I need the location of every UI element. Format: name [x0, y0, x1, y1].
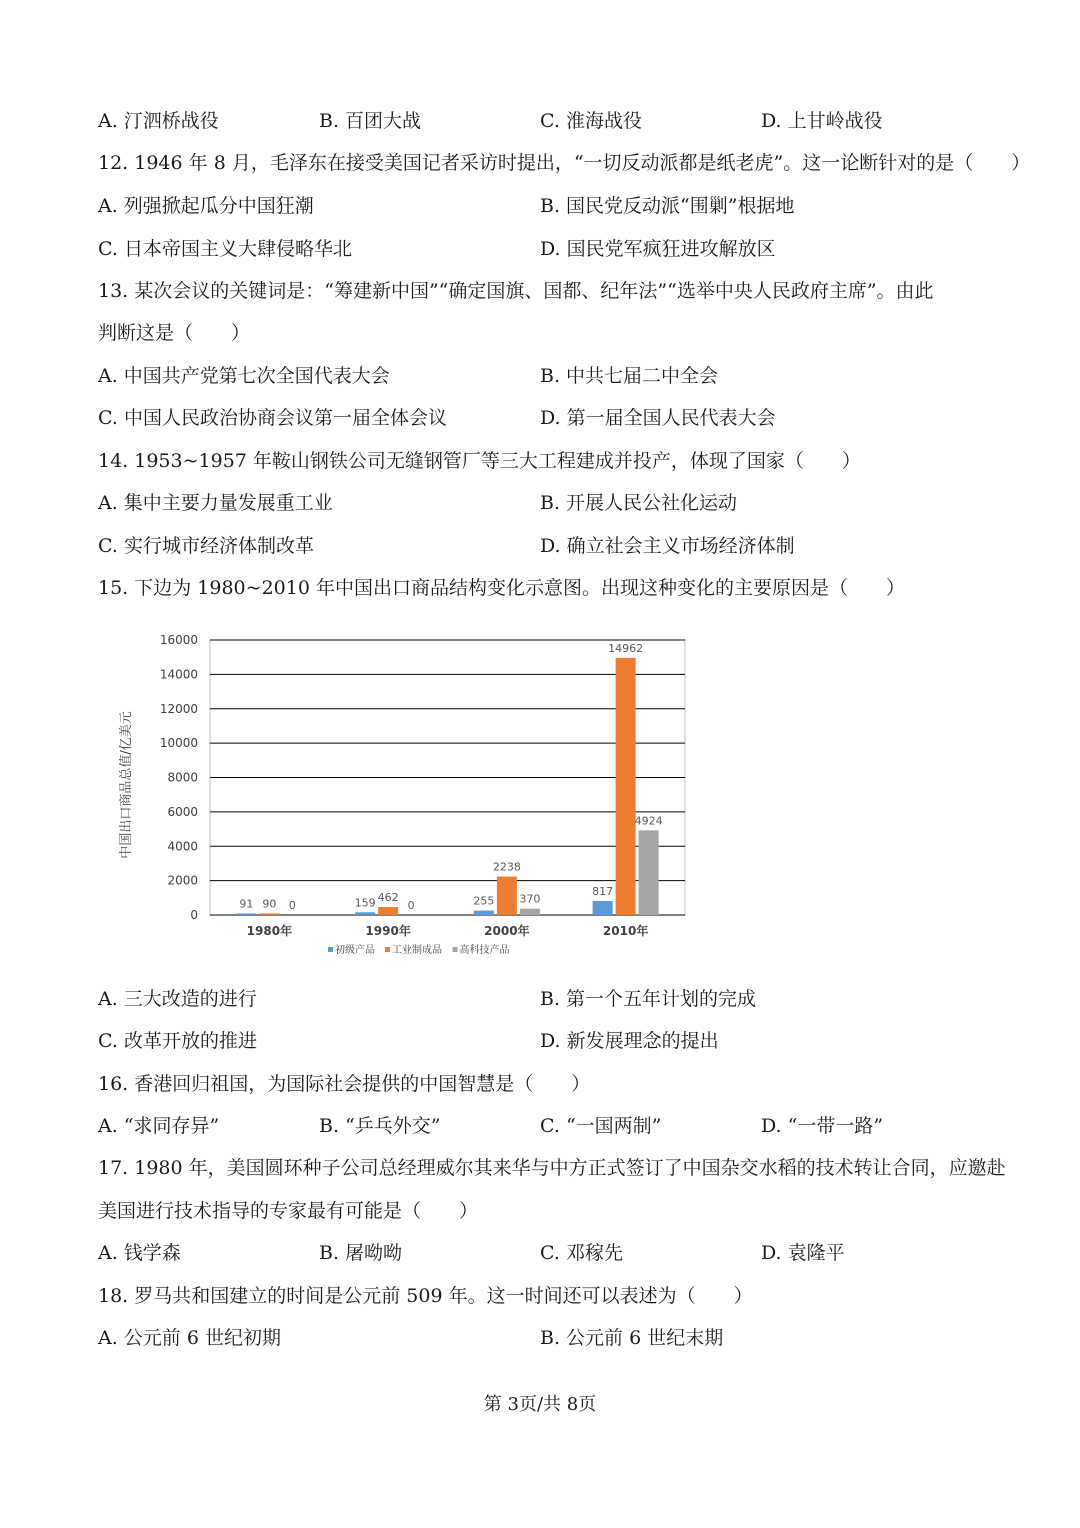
bar-工业制成品-2010年 [616, 658, 636, 915]
q16-option-b: B. “乒乓外交” [319, 1115, 441, 1137]
y-tick-label: 12000 [159, 701, 198, 716]
q14-option-d: D. 确立社会主义市场经济体制 [540, 535, 795, 557]
q16-option-c: C. “一国两制” [540, 1115, 662, 1137]
q11-option-c: C. 淮海战役 [540, 110, 642, 132]
x-tick-label: 1980年 [246, 924, 293, 938]
q12-option-c: C. 日本帝国主义大肆侵略华北 [98, 238, 352, 260]
data-label: 462 [377, 891, 399, 905]
q12-option-b: B. 国民党反动派“围剿”根据地 [540, 195, 795, 217]
export-structure-chart [110, 625, 710, 970]
q15-stem: 15. 下边为 1980~2010 年中国出口商品结构变化示意图。出现这种变化的主要原因是（ ） [98, 577, 905, 599]
q18-option-b: B. 公元前 6 世纪末期 [540, 1327, 724, 1349]
data-label: 14962 [608, 641, 644, 655]
q13-stem-line2: 判断这是（ ） [98, 322, 251, 344]
q16-stem: 16. 香港回归祖国，为国际社会提供的中国智慧是（ ） [98, 1073, 591, 1095]
bar-高科技产品-2000年 [520, 909, 540, 915]
q15-option-d: D. 新发展理念的提出 [540, 1030, 719, 1052]
y-tick-label: 2000 [167, 873, 198, 888]
bar-初级产品-1980年 [236, 913, 256, 915]
bar-工业制成品-1980年 [259, 913, 279, 915]
q13-option-b: B. 中共七届二中全会 [540, 365, 719, 387]
data-label: 91 [239, 897, 254, 911]
q15-option-a: A. 三大改造的进行 [98, 988, 257, 1010]
q16-option-d: D. “一带一路” [761, 1115, 884, 1137]
chart-gridlines [210, 640, 685, 915]
q14-option-c: C. 实行城市经济体制改革 [98, 535, 314, 557]
q13-option-a: A. 中国共产党第七次全国代表大会 [98, 365, 390, 387]
legend-label: 高科技产品 [459, 945, 510, 956]
bar-初级产品-2000年 [474, 911, 494, 915]
legend-swatch [328, 947, 333, 952]
q17-option-a: A. 钱学森 [98, 1242, 181, 1264]
q15-option-b: B. 第一个五年计划的完成 [540, 988, 757, 1010]
bar-初级产品-2010年 [593, 901, 613, 915]
q14-option-b: B. 开展人民公社化运动 [540, 492, 738, 514]
q12-option-d: D. 国民党军疯狂进攻解放区 [540, 238, 776, 260]
q11-option-b: B. 百团大战 [319, 110, 422, 132]
q18-stem: 18. 罗马共和国建立的时间是公元前 509 年。这一时间还可以表述为（ ） [98, 1285, 753, 1307]
legend-label: 工业制成品 [392, 945, 442, 956]
data-label: 255 [473, 894, 495, 908]
y-tick-label: 10000 [159, 736, 198, 751]
chart-bars [236, 658, 658, 915]
legend-swatch [385, 947, 390, 952]
y-tick-label: 8000 [167, 770, 198, 785]
q13-stem-line1: 13. 某次会议的关键词是：“筹建新中国”“确定国旗、国都、纪年法”“选举中央人民政府主席”。由此 [98, 280, 934, 302]
q13-option-c: C. 中国人民政治协商会议第一届全体会议 [98, 407, 447, 429]
q11-option-d: D. 上甘岭战役 [761, 110, 883, 132]
q17-option-b: B. 屠呦呦 [319, 1242, 403, 1264]
data-label: 0 [288, 899, 296, 912]
bar-初级产品-1990年 [355, 912, 375, 915]
data-label: 90 [262, 897, 277, 911]
bar-工业制成品-2000年 [497, 877, 517, 915]
data-label: 4924 [634, 814, 663, 828]
q12-option-a: A. 列强掀起瓜分中国狂潮 [98, 195, 314, 217]
q17-stem-line2: 美国进行技术指导的专家最有可能是（ ） [98, 1200, 479, 1222]
q16-option-a: A. “求同存异” [98, 1115, 220, 1137]
q14-option-a: A. 集中主要力量发展重工业 [98, 492, 333, 514]
q17-stem-line1: 17. 1980 年，美国圆环种子公司总经理威尔其来华与中方正式签订了中国杂交水稻的技术转让合同，应邀赴 [98, 1157, 1006, 1179]
data-label: 817 [592, 884, 614, 898]
chart-legend [328, 943, 510, 956]
q18-option-a: A. 公元前 6 世纪初期 [98, 1327, 281, 1349]
q15-option-c: C. 改革开放的推进 [98, 1030, 257, 1052]
q11-option-a: A. 汀泗桥战役 [98, 110, 219, 132]
x-tick-label: 2010年 [602, 924, 649, 938]
y-tick-label: 6000 [167, 804, 198, 819]
chart-data-labels [239, 642, 662, 912]
y-tick-label: 4000 [167, 839, 198, 854]
bar-工业制成品-1990年 [378, 907, 398, 915]
data-label: 370 [519, 892, 541, 906]
q17-option-d: D. 袁隆平 [761, 1242, 845, 1264]
data-label: 0 [407, 899, 415, 912]
y-tick-label: 16000 [159, 633, 198, 647]
legend-swatch [453, 947, 458, 952]
legend-label: 初级产品 [335, 945, 375, 956]
q17-option-c: C. 邓稼先 [540, 1242, 623, 1264]
q12-stem: 12. 1946 年 8 月，毛泽东在接受美国记者采访时提出，“一切反动派都是纸老虎”。这一论断针对的是（ ） [98, 152, 1031, 174]
x-tick-label: 1990年 [365, 924, 411, 938]
q14-stem: 14. 1953~1957 年鞍山钢铁公司无缝钢管厂等三大工程建成并投产，体现了国家（ ） [98, 450, 861, 472]
data-label: 2238 [492, 860, 521, 874]
chart-axes [160, 633, 649, 938]
y-tick-label: 0 [190, 908, 198, 922]
data-label: 159 [354, 896, 376, 910]
q13-option-d: D. 第一届全国人民代表大会 [540, 407, 776, 429]
y-tick-label: 14000 [159, 667, 198, 682]
x-tick-label: 2000年 [484, 924, 530, 938]
page-footer: 第 3页/共 8页 [483, 1394, 597, 1415]
bar-高科技产品-2010年 [639, 830, 659, 915]
chart-y-axis-title: 中国出口商品总值/亿美元 [119, 711, 134, 859]
